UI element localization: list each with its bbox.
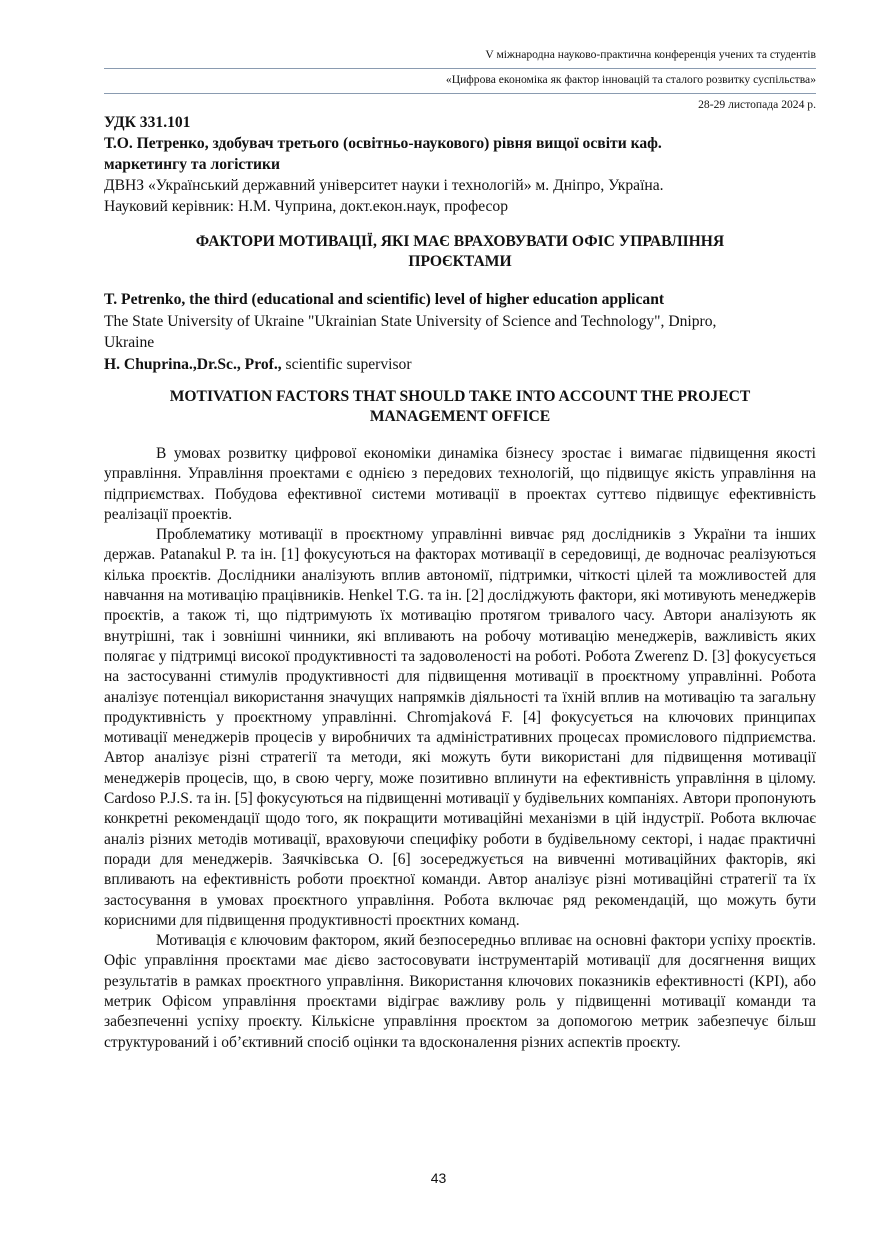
paragraph-1: В умовах розвитку цифрової економіки динаміка бізнесу зростає і вимагає підвищення якості управління. Управління проектами є однією з передових технологій, що підвищує якість управління на підприємствах. Побудова ефективної системи мотивації в проектах суттєво підвищує ефективність реалізації проектів. (104, 445, 816, 523)
paragraph-3: Мотивація є ключовим фактором, який безпосередньо впливає на основні фактори успіху проєктів. Офіс управління проєктами має дієво застосовувати інструментарій мотивації для досягнення вищих результатів в рамках проєктного управління. Використання ключових показників ефективності (KPI), або метрик Офісом управління проєктами відіграє важливу роль у підвищенні мотивації команди та забезпеченні успіху проєкту. Кількісне управління проєктом за допомогою метрик забезпечує більш структурований і об’єктивний спосіб оцінки та вдосконалення різних аспектів проєкту. (104, 932, 816, 1051)
affiliation-ua: ДВНЗ «Український державний університет науки і технологій» м. Дніпро, Україна. (104, 177, 664, 194)
title-en-line1: MOTIVATION FACTORS THAT SHOULD TAKE INTO ACCOUNT THE PROJECT (169, 388, 751, 405)
affiliation-en-line1: The State University of Ukraine "Ukrainian State University of Science and Technology", Dnipro, (104, 312, 717, 330)
affiliation-en-line2: Ukraine (104, 334, 155, 351)
udc-code: УДК 331.101 (104, 114, 191, 131)
title-ua-line2: ПРОЄКТАМИ (408, 253, 512, 270)
supervisor-en (104, 354, 816, 376)
title-ua (104, 232, 816, 272)
author-name-en: T. Petrenko, the third (educational and scientific) level of higher education applicant (104, 291, 665, 308)
title-ua-line1: ФАКТОРИ МОТИВАЦІЇ, ЯКІ МАЄ ВРАХОВУВАТИ ОФІС УПРАВЛІННЯ (195, 233, 725, 250)
body-text (104, 444, 816, 1053)
supervisor-ua: Науковий керівник: Н.М. Чуприна, докт.екон.наук, професор (104, 198, 509, 215)
supervisor-en-role: scientific supervisor (281, 355, 412, 373)
title-en-line2: MANAGEMENT OFFICE (369, 408, 551, 425)
conference-name: V міжнародна науково-практична конференція учених та студентів (485, 48, 816, 61)
title-en (104, 387, 816, 427)
header-rule-2 (104, 93, 816, 94)
conference-theme: «Цифрова економіка як фактор інновацій та сталого розвитку суспільства» (445, 73, 816, 86)
author-block-en (104, 289, 816, 375)
header-rule (104, 68, 816, 69)
paragraph-2: Проблематику мотивації в проєктному управлінні вивчає ряд дослідників з України та інших держав. Patanakul P. та ін. [1] фокусуються на факторах мотивації в середовищі, де водночас реалізуються кілька проєктів. Дослідники аналізують вплив автономії, підтримки, чіткості цілей та можливостей для навчання на мотивацію працівників. Henkel T.G. та ін. [2] досліджують фактори, які мотивують менеджерів проєктів, а також ті, що підтримують їх мотивацію протягом тривалого часу. Автори аналізують як внутрішні, так і зовнішні чинники, які впливають на робочу мотивацію менеджерів, важливість яких полягає у підтримці високої продуктивності та задоволеності на роботі. Робота Zwerenz D. [3] фокусується на застосуванні стимулів продуктивності для підвищення мотивації в проєктному управлінні. Робота аналізує потенціал використання значущих напрямків діяльності та їхній вплив на мотивацію та загальну продуктивність у проєктному управлінні. Chromjaková F. [4] фокусується на ключових принципах мотивації менеджерів процесів у виробничих та адміністративних процесах промислового підприємства. Автор аналізує різні стратегії та методи, які можуть бути використані для підвищення мотивації менеджерів процесів, що, в свою чергу, може позитивно вплинути на ефективність управління в цілому. Cardoso P.J.S. та ін. [5] фокусуються на підвищенні мотивації у будівельних компаніях. Автори пропонують конкретні рекомендації щодо того, як покращити мотиваційні механізми в цій індустрії. Робота включає аналіз різних методів мотивації, враховуючи специфіку роботи в будівельному секторі, і надає практичні поради для менеджерів. Заячківська О. [6] зосереджується на вивченні мотиваційних факторів, які впливають на ефективність роботи проєктної команди. Автор аналізує різні мотиваційні стратегії та їх застосування в умовах проєктного управління. Робота включає ряд рекомендацій, що можуть бути корисними для підвищення продуктивності проєктних команд. (104, 526, 816, 929)
page-number: 43 (430, 1170, 447, 1186)
author-block-ua (104, 112, 816, 217)
author-name-ua-cont: маркетингу та логістики (104, 156, 280, 173)
author-name-ua: Т.О. Петренко, здобувач третього (освітньо-наукового) рівня вищої освіти каф. (104, 135, 662, 152)
running-header (104, 48, 816, 114)
conference-date: 28-29 листопада 2024 р. (698, 98, 816, 111)
supervisor-en-name: H. Chuprina.,Dr.Sc., Prof., (104, 355, 282, 373)
